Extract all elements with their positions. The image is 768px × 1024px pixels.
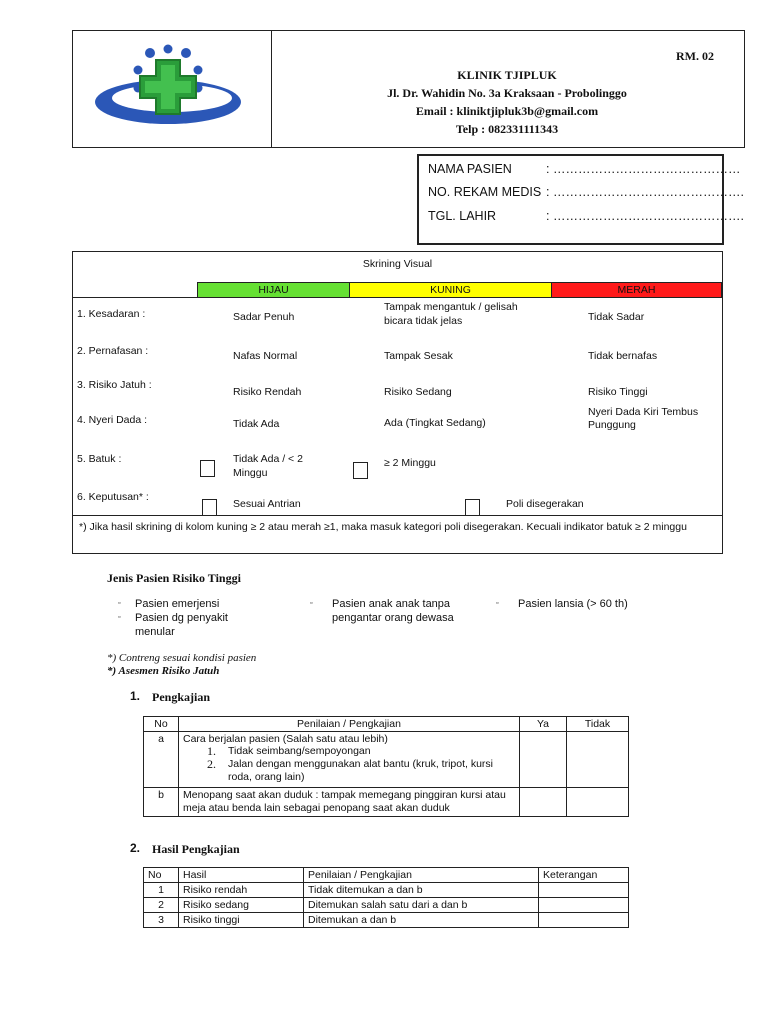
batuk-option-1-label: Tidak Ada / < 2 Minggu [233,453,303,479]
green-option: Risiko Rendah [233,386,302,398]
screening-title: Skrining Visual [362,258,433,270]
cell-penilaian: Ditemukan a dan b [304,913,539,928]
red-option: Nyeri Dada Kiri Tembus Punggung [588,406,699,431]
red-option: Risiko Tinggi [588,386,648,398]
header-rule [72,297,723,298]
patient-dob-label: TGL. LAHIR [428,209,497,223]
cell-hasil: Risiko sedang [179,898,304,913]
batuk-label: 5. Batuk : [77,453,122,465]
column-header-red: MERAH [551,282,722,298]
yellow-option: Ada (Tingkat Sedang) [384,417,486,429]
criteria-label: 1. Kesadaran : [77,308,146,320]
row-no: b [144,788,179,817]
section-2-number: 2. [130,841,141,855]
cell-hasil: Risiko tinggi [179,913,304,928]
batuk-option-2-checkbox[interactable] [353,462,368,479]
table-row [144,898,629,913]
bullet-icon: ▫ [496,600,499,607]
clinic-address: Jl. Dr. Wahidin No. 3a Kraksaan - Probolinggo [387,86,627,100]
cell-keterangan[interactable] [539,913,629,928]
row-intro: Cara berjalan pasien (Salah satu atau lebih) [183,733,388,745]
column-header-green: HIJAU [197,282,350,298]
clinic-name: KLINIK TJIPLUK [457,68,557,82]
section-2-title: Hasil Pengkajian [152,842,240,856]
clinic-phone: Telp : 082331111343 [455,122,559,136]
patient-rm-field[interactable]: : ………………………………………. [546,185,744,199]
cell-no: 2 [144,898,179,913]
patient-rm-label: NO. REKAM MEDIS [428,185,542,199]
cell-penilaian: Ditemukan salah satu dari a dan b [304,898,539,913]
sub-item-text: Jalan dengan menggunakan alat bantu (kruk, tripot, kursi roda, orang lain) [228,758,493,783]
cell-penilaian: Tidak ditemukan a dan b [304,883,539,898]
keputusan-option-1-checkbox[interactable] [202,499,217,516]
green-option: Sadar Penuh [233,311,295,323]
yellow-option: Risiko Sedang [384,386,452,398]
patient-name-field[interactable]: : ……………………………………… [546,162,741,176]
rm-code: RM. 02 [676,49,714,63]
tidak-cell[interactable] [567,788,629,817]
clinic-logo [92,40,244,132]
criteria-label: 3. Risiko Jatuh : [77,379,152,391]
high-risk-item: Pasien lansia (> 60 th) [518,598,628,610]
assessment-table [143,716,629,817]
note-rule [72,515,723,516]
table-row [144,788,629,817]
col-header: No [144,717,179,732]
table-row [144,732,629,788]
ya-cell[interactable] [520,788,567,817]
keputusan-option-2-label: Poli disegerakan [506,498,584,510]
col-header: Ya [520,717,567,732]
bullet-icon: ▫ [310,600,313,607]
criteria-label: 4. Nyeri Dada : [77,414,148,426]
keputusan-label: 6. Keputusan* : [77,491,149,503]
col-header: No [144,868,179,883]
cell-no: 3 [144,913,179,928]
sub-item-text: Tidak seimbang/sempoyongan [228,745,371,757]
patient-name-label: NAMA PASIEN [428,162,512,176]
cell-hasil: Risiko rendah [179,883,304,898]
section-1-number: 1. [130,689,141,703]
fall-risk-title: *) Asesmen Risiko Jatuh [107,665,220,677]
clinic-email: Email : kliniktjipluk3b@gmail.com [415,104,599,118]
sub-item [183,745,515,758]
col-header: Penilaian / Pengkajian [304,868,539,883]
sub-item-number: 2. [207,757,216,771]
batuk-option-1-checkbox[interactable] [200,460,215,477]
cell-keterangan[interactable] [539,898,629,913]
col-header: Keterangan [539,868,629,883]
row-content [179,732,520,788]
table-row [144,913,629,928]
cell-no: 1 [144,883,179,898]
criteria-label: 2. Pernafasan : [77,345,149,357]
section-1-title: Pengkajian [152,690,211,704]
high-risk-item: Pasien anak anak tanpa pengantar orang dewasa [332,598,454,624]
screening-note: *) Jika hasil skrining di kolom kuning ≥ 2 atau merah ≥1, maka masuk kategori poli disegerakan. Kecuali indikator batuk ≥ 2 minggu [79,521,687,533]
red-option: Tidak Sadar [588,311,645,323]
cell-keterangan[interactable] [539,883,629,898]
high-risk-title: Jenis Pasien Risiko Tinggi [107,571,241,585]
batuk-option-2-label: ≥ 2 Minggu [384,457,436,469]
yellow-option: Tampak Sesak [384,350,453,362]
high-risk-item: Pasien dg penyakit menular [135,612,228,638]
high-risk-note: *) Contreng sesuai kondisi pasien [107,652,257,664]
col-header: Tidak [567,717,629,732]
green-option: Nafas Normal [233,350,298,362]
bullet-icon: ▫ [118,600,121,607]
green-option: Tidak Ada [233,418,280,430]
yellow-option: Tampak mengantuk / gelisah bicara tidak jelas [384,301,518,327]
row-no: a [144,732,179,788]
tidak-cell[interactable] [567,732,629,788]
sub-item [183,758,515,784]
row-content: Menopang saat akan duduk : tampak memegang pinggiran kursi atau meja atau benda lain sebagai penopang saat akan duduk [179,788,520,817]
col-header: Penilaian / Pengkajian [179,717,520,732]
keputusan-option-1-label: Sesuai Antrian [233,498,301,510]
table-row [144,883,629,898]
patient-dob-field[interactable]: : ………………………………………. [546,209,744,223]
keputusan-option-2-checkbox[interactable] [465,499,480,516]
high-risk-item: Pasien emerjensi [135,598,220,610]
bullet-icon: ▫ [118,614,121,621]
ya-cell[interactable] [520,732,567,788]
col-header: Hasil [179,868,304,883]
red-option: Tidak bernafas [588,350,658,362]
result-table [143,867,629,928]
sub-item-number: 1. [207,744,216,758]
column-header-yellow: KUNING [349,282,552,298]
